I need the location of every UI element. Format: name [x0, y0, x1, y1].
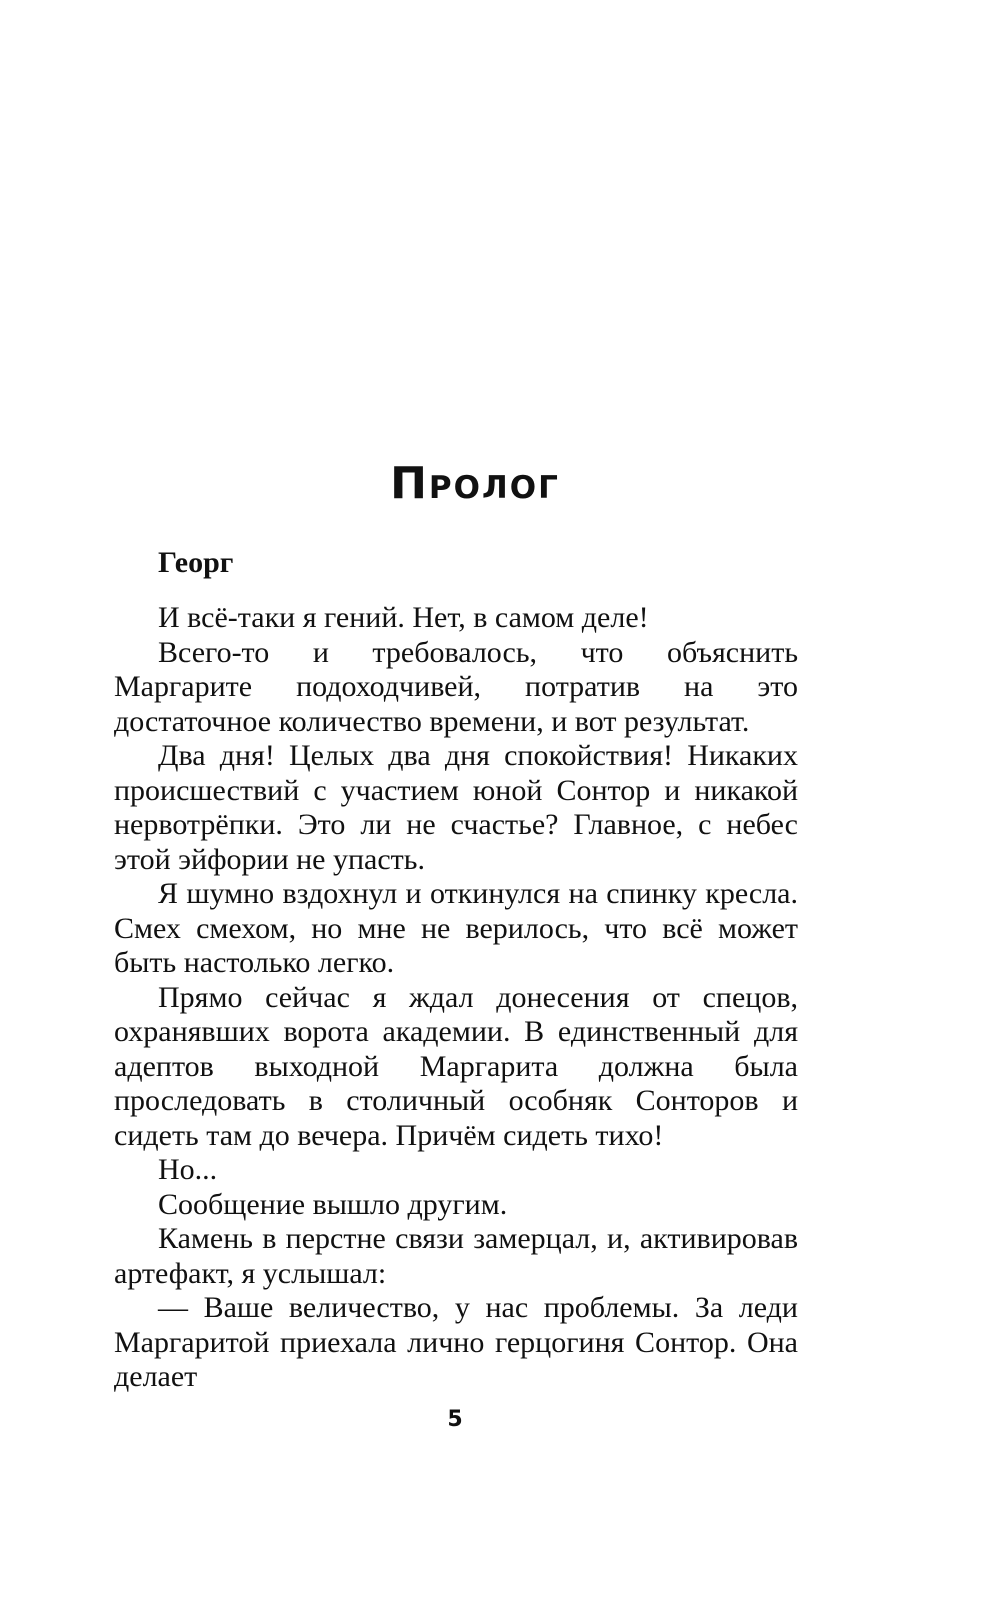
paragraph: Сообщение вышло другим.: [158, 1187, 508, 1221]
page-number: 5: [447, 1407, 463, 1432]
paragraph: Камень в перстне связи замерцал, и, активировав артефакт, я услышал:: [114, 1222, 798, 1290]
paragraph: И всё-таки я гений. Нет, в самом деле!: [158, 601, 649, 634]
paragraph: Всего-то и требовалось, что объяснить Маргарите подоходчивей, потратив на это достаточное количество времени, и вот результат.: [114, 635, 798, 738]
paragraph: Прямо сейчас я ждал донесения от спецов, охранявших ворота академии. В единственный для адептов выходной Маргарита должна была проследовать в столичный особняк Сонторов и сидеть там до вечера. Причём сидеть тихо!: [114, 980, 798, 1152]
body-text: [114, 601, 798, 1395]
paragraph: Я шумно вздохнул и откинулся на спинку кресла. Смех смехом, но мне не верилось, что всё может быть настолько легко.: [114, 877, 798, 979]
paragraph: — Ваше величество, у нас проблемы. За леди Маргаритой приехала лично герцогиня Сонтор. Она делает: [114, 1291, 798, 1393]
pov-heading: Георг: [158, 546, 234, 579]
paragraph: Но...: [158, 1153, 218, 1186]
paragraph: Два дня! Целых два дня спокойствия! Никаких происшествий с участием юной Сонтор и никакой нервотрёпки. Это ли не счастье? Главное, с небес этой эйфории не упасть.: [114, 739, 798, 876]
chapter-title: Пролог: [390, 458, 560, 509]
